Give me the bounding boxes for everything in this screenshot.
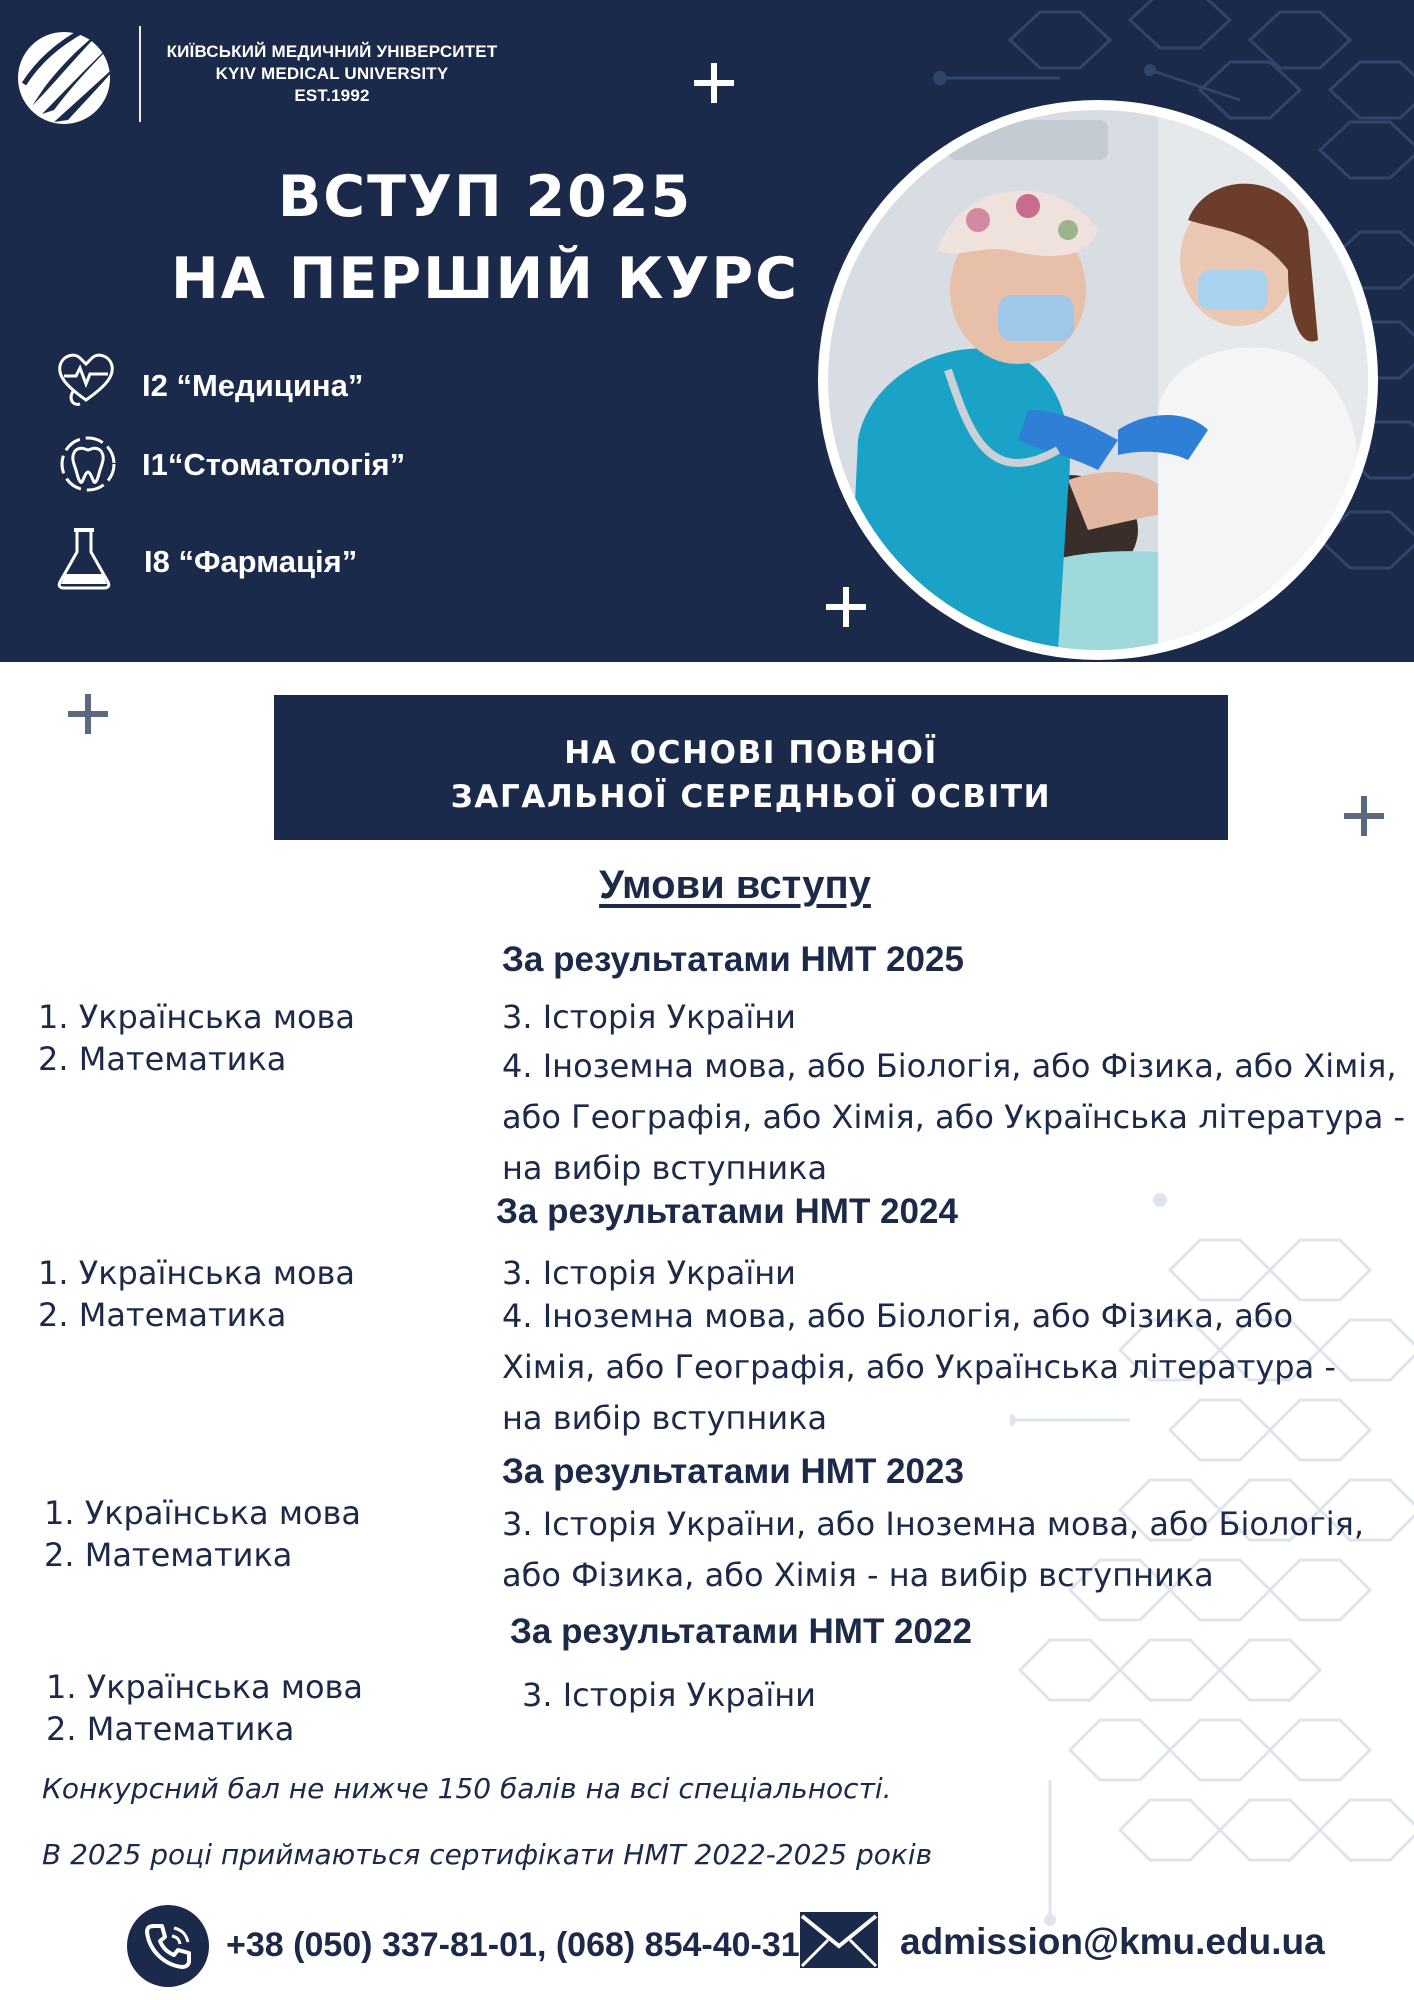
subject-math: 2. Математика (38, 1040, 287, 1078)
banner-line-2: ЗАГАЛЬНОЇ СЕРЕДНЬОЇ ОСВІТИ (450, 779, 1052, 815)
dentists-photo (818, 100, 1378, 660)
admission-title: ВСТУП 2025 (277, 164, 693, 230)
phone-numbers[interactable]: +38 (050) 337-81-01, (068) 854-40-31 (226, 1926, 800, 1964)
subject-choice: 4. Іноземна мова, або Біологія, або Фізика, або Хімія, або Географія, або Українська література - на вибір вступника (502, 1297, 1336, 1437)
university-logo (14, 14, 120, 134)
certificates-note: В 2025 році приймаються сертифікати НМТ 2022-2025 років (42, 1838, 933, 1871)
admission-conditions-title: Умови вступу (599, 863, 871, 907)
subject-history: 3. Історія України (522, 1676, 816, 1714)
admission-subtitle: НА ПЕРШИЙ КУРС (171, 246, 799, 312)
subject-math: 2. Математика (44, 1536, 293, 1574)
banner-line-1: НА ОСНОВІ ПОВНОЇ (564, 735, 938, 771)
subject-math: 2. Математика (46, 1710, 295, 1748)
education-basis-banner (274, 695, 1228, 840)
phone-icon (126, 1904, 210, 1988)
nmt-2025-heading: За результатами НМТ 2025 (502, 940, 964, 979)
nmt-2022-heading: За результатами НМТ 2022 (510, 1612, 972, 1651)
flask-icon (52, 526, 116, 590)
logo-divider (139, 26, 141, 122)
university-name-en: KYIV MEDICAL UNIVERSITY (215, 64, 449, 83)
established-year: EST.1992 (294, 86, 370, 105)
plus-decoration (1344, 796, 1384, 836)
tooth-icon (56, 432, 120, 496)
specialty-medicine: I2 “Медицина” (142, 368, 364, 403)
specialty-pharmacy: I8 “Фармація” (144, 544, 358, 579)
subject-choice: 4. Іноземна мова, або Біологія, або Фізика, або Хімія, або Географія, або Хімія, або Українська література - на вибір вступника (502, 1047, 1406, 1187)
specialty-dentistry: I1“Стоматологія” (142, 447, 406, 482)
heart-stethoscope-icon (54, 346, 118, 410)
plus-decoration (68, 694, 108, 734)
subject-ukrainian: 1. Українська мова (46, 1668, 364, 1706)
minimum-score-note: Конкурсний бал не нижче 150 балів на всі спеціальності. (42, 1772, 892, 1805)
subject-history: 3. Історія України (502, 998, 796, 1036)
admission-email[interactable]: admission@kmu.edu.ua (900, 1921, 1325, 1962)
subject-ukrainian: 1. Українська мова (38, 998, 356, 1036)
subject-choice: 3. Історія України, або Іноземна мова, або Біологія, або Фізика, або Хімія - на вибір вступника (502, 1505, 1365, 1594)
subject-ukrainian: 1. Українська мова (44, 1494, 362, 1532)
university-name-ua: КИЇВСЬКИЙ МЕДИЧНИЙ УНІВЕРСИТЕТ (166, 42, 498, 61)
subject-math: 2. Математика (38, 1296, 287, 1334)
header-banner (0, 0, 1414, 662)
subject-history: 3. Історія України (502, 1254, 796, 1292)
nmt-2023-heading: За результатами НМТ 2023 (502, 1452, 964, 1491)
nmt-2024-heading: За результатами НМТ 2024 (496, 1192, 958, 1231)
subject-ukrainian: 1. Українська мова (38, 1254, 356, 1292)
plus-decoration (694, 63, 734, 103)
envelope-icon (798, 1910, 880, 1970)
